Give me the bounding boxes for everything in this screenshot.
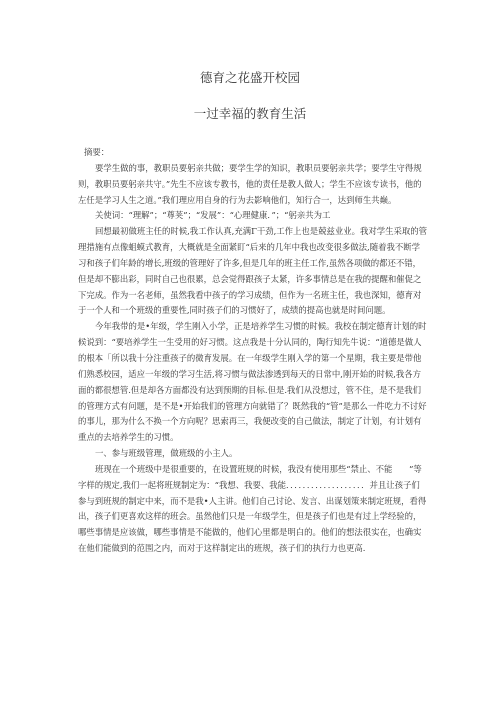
abstract-paragraph: 要学生做的事，教职员要躬亲共做；要学生学的知识，教职员要躬亲共学；要学生守得规则，教职员要躬亲共守。”先生不应该专教书，他的责任是教人做人；学生不应该专读书，他的左任是学习人生之道。”我们理应用自身的行为去影响他们，知行合一，达到师生共巅。 (78, 162, 422, 205)
document-subtitle: 一过幸福的教育生活 (193, 106, 307, 121)
abstract-heading: 摘要： (84, 147, 110, 157)
document-body (78, 145, 428, 557)
body-paragraph: 班现在一个班级中是很重要的，在设置班规的时候，我没有使用那些“禁止、不能 ”等字样的规定,我们一起将班规制定为：“我想、我要、我能．．．．．．．．．．．．．．．．．．．并且让孩子们参与到班规的制定中来，而不是我•人主讲。他们自己讨论、发言、出谋划策来制定班规，看得出，孩子们更喜欢这样的班会。虽然他们只是一年级学生，但是孩子们也是有过上学经验的，哪些事情是应该做，哪些事情是不能做的，他们心里都是明白的。他们的想法很实在，也确实在他们能做到的范围之内，而对于这样制定出的班规，孩子们的执行力也更高. (78, 463, 427, 554)
body-paragraph: 回想最初做班主任的时候,我工作认真,充满Γ干劲,工作上也是兢兹业业。我对学生采取的管理措施有点像蛆蟆式教育，大概就是全面紧盯“后来的几年中我也改变很多做法,随着我不断学习和孩子们年龄的增长,班级的管理好了许多,但是几年的班主任工作,虽然各项做的都还不错，但是却不膨出彩，同时自己也很累，总会觉得跟孩子太紧，许多事情总是在我的提醒和催促之下完成。作为一名老师，虽然我看中孩子的学习成绩，但作为一名班主任，我也深知，德育对于一个人和一个班级的重要性,同时孩子们的习惯好了，成绩的提高也就是时间问题。 (78, 226, 428, 316)
document-title: 德育之花盛开校园 (199, 70, 300, 85)
keywords-paragraph: 关使词：“理解”；“尊荚”；“发展”：“心理健康．”；“躬亲共为工 (95, 210, 331, 221)
body-paragraph: 今年我带的是•年级，学生刚入小学，正是培养学生习惯的时候。我校在制定德育计划的时候说到：“要培养学生一生受用的好习惯。这点我是十分认同的，陶行知先牛说：“道德是做人的根本「所以我十分注重孩子的微育发展。在一年级学生刚入学的第一个星期，我主要是带他们熟悉校园，适应一年级的学习生活,将习惯与做法渗透到每天的日常中,刚开始的时候,我各方面的都很想管.但是却各方面都没有达到预期的目标.但是.我们从没想过，管不住，是不是我们的管理方式有问题，是不是•开始我们的管理方向就错了？既然我的“管”是那么一件吃力不讨好的事儿，那为什么不换一个方向呢？思索再三，我便改变的自己做法，制定了计划，有计划有重点的去培养学生的习惯。 (78, 321, 427, 443)
section-heading: 一、参与班级管理，做班级的小主人。 (95, 448, 238, 459)
